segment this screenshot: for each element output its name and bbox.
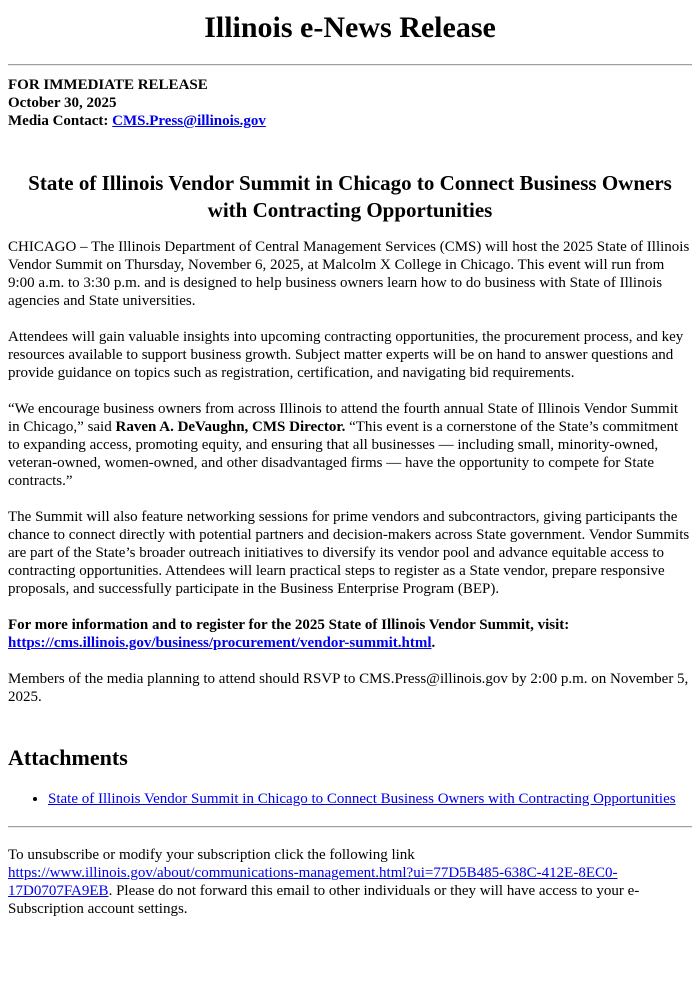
article-paragraph-1: CHICAGO – The Illinois Department of Central Management Services (CMS) will host the 2025 State of Illinois Vendor Summit on Thursday, November 6, 2025, at Malcolm X College in Chicago. This event will run from 9:00 a.m. to 3:30 p.m. and is designed to help business owners learn how to do business with State of Illinois agencies and State universities. xyxy=(8,239,690,309)
article-paragraph-5 xyxy=(8,616,692,652)
article-paragraph-4: The Summit will also feature networking sessions for prime vendors and subcontractors, giving participants the chance to connect directly with potential partners and decision-makers across State government. Vendor Summits are part of the State’s broader outreach initiatives to diversify its vendor pool and advance equitable access to contracting opportunities. Attendees will learn practical steps to register as a State vendor, prepare responsive proposals, and successfully participate in the Business Enterprise Program (BEP). xyxy=(8,509,690,597)
article-paragraph-3 xyxy=(8,400,692,490)
register-end: . xyxy=(431,635,436,651)
quote-body: “This event is a cornerstone of the State’s commitment to expanding access, promoting equity, and ensuring that all businesses — including small, minority-owned, veteran-owned, women-owned, and other disadvantaged firms — have the opportunity to compete for State contracts.” xyxy=(8,419,679,489)
header-divider xyxy=(8,64,692,66)
unsubscribe-warning: . Please do not forward this email to other individuals or they will have access to your e-Subscription account settings. xyxy=(8,883,640,917)
media-contact-email-link[interactable]: CMS.Press@illinois.gov xyxy=(112,113,266,129)
article-paragraph-2: Attendees will gain valuable insights into upcoming contracting opportunities, the procurement process, and key resources available to support business growth. Subject matter experts will be on hand to answer questions and provide guidance on topics such as registration, certification, and navigating bid requirements. xyxy=(8,329,684,381)
release-line: FOR IMMEDIATE RELEASE xyxy=(8,77,208,93)
unsubscribe-text: To unsubscribe or modify your subscription click the following link xyxy=(8,847,415,863)
register-text: For more information and to register for the 2025 State of Illinois Vendor Summit, visit: xyxy=(8,617,570,633)
attachments-list xyxy=(8,790,692,808)
release-date: October 30, 2025 xyxy=(8,95,117,111)
attachments-heading: Attachments xyxy=(8,745,128,770)
article-headline: State of Illinois Vendor Summit in Chicago to Connect Business Owners with Contracting Opportunities xyxy=(28,171,672,222)
attachment-link[interactable]: State of Illinois Vendor Summit in Chicago to Connect Business Owners with Contracting Opportunities xyxy=(48,791,676,807)
quote-intro: “We encourage business owners from across Illinois to attend the fourth annual State of Illinois Vendor Summit in Chicago,” said xyxy=(8,401,679,435)
release-meta xyxy=(8,76,692,130)
quote-speaker: Raven A. DeVaughn, CMS Director. xyxy=(115,419,346,435)
list-item xyxy=(48,790,692,808)
unsubscribe-link[interactable]: https://www.illinois.gov/about/communications-management.html?ui=77D5B485-638C-412E-8EC0-17D0707FA9EB xyxy=(8,865,618,899)
media-contact xyxy=(8,112,692,130)
article-paragraph-6: Members of the media planning to attend should RSVP to CMS.Press@illinois.gov by 2:00 p.m. on November 5, 2025. xyxy=(8,671,689,705)
vendor-summit-link[interactable]: https://cms.illinois.gov/business/procurement/vendor-summit.html xyxy=(8,635,432,651)
footer-divider xyxy=(8,826,692,828)
email-body xyxy=(0,8,700,918)
masthead-title: Illinois e-News Release xyxy=(204,11,496,44)
media-contact-label: Media Contact: xyxy=(8,113,109,129)
unsubscribe-notice xyxy=(8,846,692,918)
